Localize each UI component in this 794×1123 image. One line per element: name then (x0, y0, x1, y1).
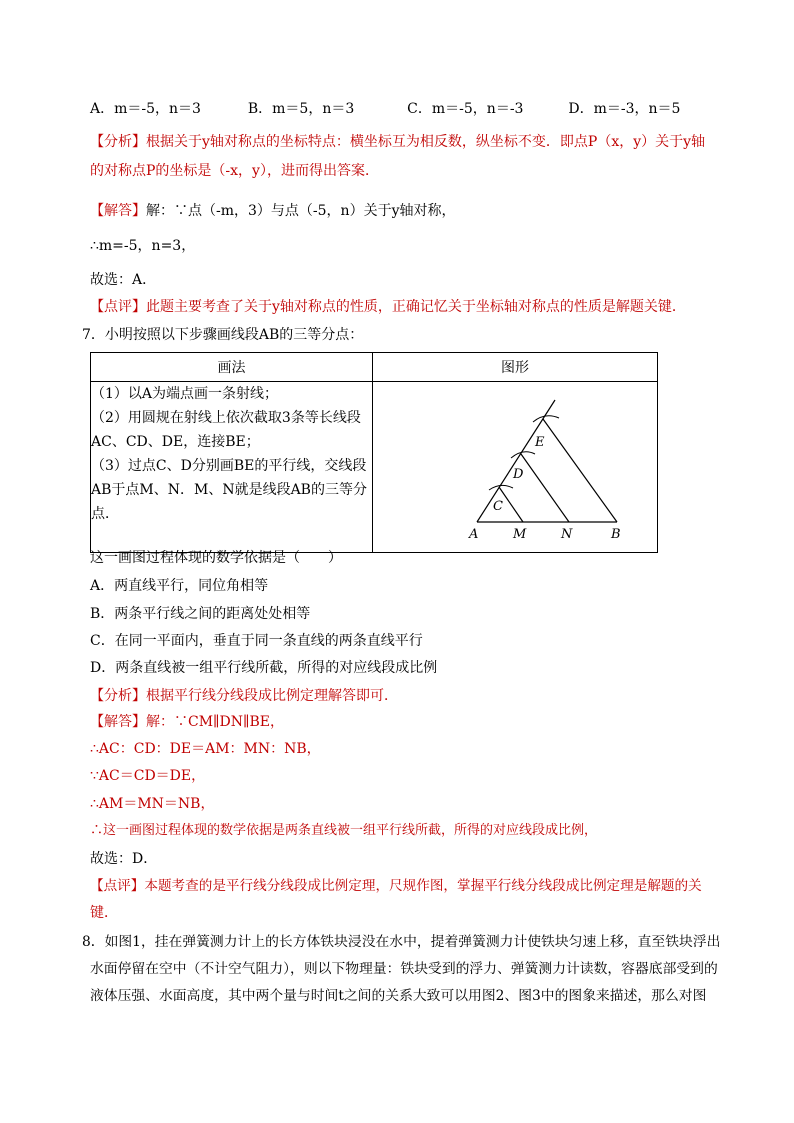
segment-dn (521, 454, 569, 522)
table-header-method: 画法 (91, 353, 373, 382)
step-line: （3）过点C、D分别画BE的平行线，交线段 (91, 458, 367, 474)
q7-solution-step: ∴AC：CD：DE＝AM：MN：NB， (90, 741, 321, 757)
analysis-tag: 【分析】 (90, 688, 146, 704)
solution-tag: 【解答】 (90, 203, 146, 219)
q7-solution-step: ∴这一画图过程体现的数学依据是两条直线被一组平行线所截，所得的对应线段成比例， (90, 823, 598, 838)
q6-comment (90, 297, 686, 317)
q6-solution (90, 201, 455, 221)
step-line: （2）用圆规在射线上依次截取3条等长线段 (91, 410, 361, 426)
q8-line: 8．如图1，挂在弹簧测力计上的长方体铁块浸没在水中，提着弹簧测力计使铁块匀速上移，直至铁块浮出 (82, 934, 721, 950)
q7-table (90, 352, 658, 553)
q6-choice: 故选：A． (90, 272, 157, 288)
q6-comment-text: 此题主要考查了关于y轴对称点的性质，正确记忆关于坐标轴对称点的性质是解题关键． (146, 299, 686, 315)
q6-option-d: D．m＝-3，n＝5 (568, 101, 681, 117)
q8-line: 液体压强、水面高度，其中两个量与时间t之间的关系大致可以用图2、图3中的图象来描述，那么对图 (90, 988, 707, 1004)
step-line: （1）以A为端点画一条射线； (91, 386, 279, 402)
q6-option-c: C．m＝-5，n＝-3 (407, 101, 524, 117)
q7-analysis-text: 根据平行线分线段成比例定理解答即可． (146, 688, 398, 704)
q7-solution-step: ∵AC＝CD＝DE， (90, 768, 206, 784)
q6-solution-text: 解：∵点（-m，3）与点（-5，n）关于y轴对称， (146, 203, 456, 219)
label-b: B (611, 527, 621, 542)
label-e: E (535, 435, 545, 450)
comment-tag: 【点评】 (90, 299, 146, 315)
segment-be (543, 419, 617, 522)
trisection-diagram (373, 382, 657, 548)
q6-analysis-cont: 的对称点P的坐标是（-x，y），进而得出答案． (90, 163, 379, 179)
q7-choice: 故选：D． (90, 851, 158, 867)
comment-tag: 【点评】 (90, 878, 145, 894)
step-line: 点． (91, 506, 119, 522)
q6-analysis (90, 132, 705, 152)
label-c: C (493, 499, 503, 514)
compass-arc-e (533, 416, 559, 422)
q7-question: 这一画图过程体现的数学依据是（ ） (90, 550, 342, 566)
q6-option-a: A．m＝-5，n＝3 (90, 101, 201, 117)
solution-tag: 【解答】 (90, 714, 146, 730)
q7-option-c: C．在同一平面内，垂直于同一条直线的两条直线平行 (90, 633, 423, 649)
q7-solution-step: ∴AM＝MN＝NB， (90, 796, 215, 812)
construction-steps (91, 382, 373, 553)
label-n: N (561, 527, 573, 542)
q6-solution-step: ∴m=-5，n=3， (90, 238, 196, 254)
label-m: M (513, 527, 527, 542)
q7-option-a: A．两直线平行，同位角相等 (90, 578, 269, 594)
step-line: AB于点M、N．M、N就是线段AB的三等分 (91, 482, 367, 498)
analysis-tag: 【分析】 (90, 134, 146, 150)
q7-solution-step: 解：∵CM∥DN∥BE， (146, 714, 284, 730)
label-d: D (513, 467, 524, 482)
step-line: AC、CD、DE，连接BE； (91, 434, 260, 450)
q8-line: 水面停留在空中（不计空气阻力），则以下物理量：铁块受到的浮力、弹簧测力计读数，容器底部受到的 (90, 961, 718, 977)
q7-comment-cont: 键． (90, 905, 118, 921)
table-header-figure: 图形 (373, 353, 658, 382)
construction-figure (373, 382, 658, 553)
q7-comment (90, 876, 702, 896)
q7-solution (90, 712, 284, 732)
q7-comment-text: 本题考查的是平行线分线段成比例定理，尺规作图，掌握平行线分线段成比例定理是解题的关 (144, 878, 702, 894)
ray-a (477, 400, 555, 522)
q6-options (90, 99, 680, 119)
q7-analysis (90, 686, 398, 706)
q7-option-b: B．两条平行线之间的距离处处相等 (90, 606, 311, 622)
q7-option-d: D．两条直线被一组平行线所截，所得的对应线段成比例 (90, 660, 438, 676)
q6-option-b: B．m＝5，n＝3 (247, 101, 355, 117)
q7-stem: 7．小明按照以下步骤画线段AB的三等分点： (82, 327, 364, 343)
q6-analysis-text: 根据关于y轴对称点的坐标特点：横坐标互为相反数，纵坐标不变．即点P（x，y）关于y轴 (146, 134, 706, 150)
label-a: A (469, 527, 479, 542)
